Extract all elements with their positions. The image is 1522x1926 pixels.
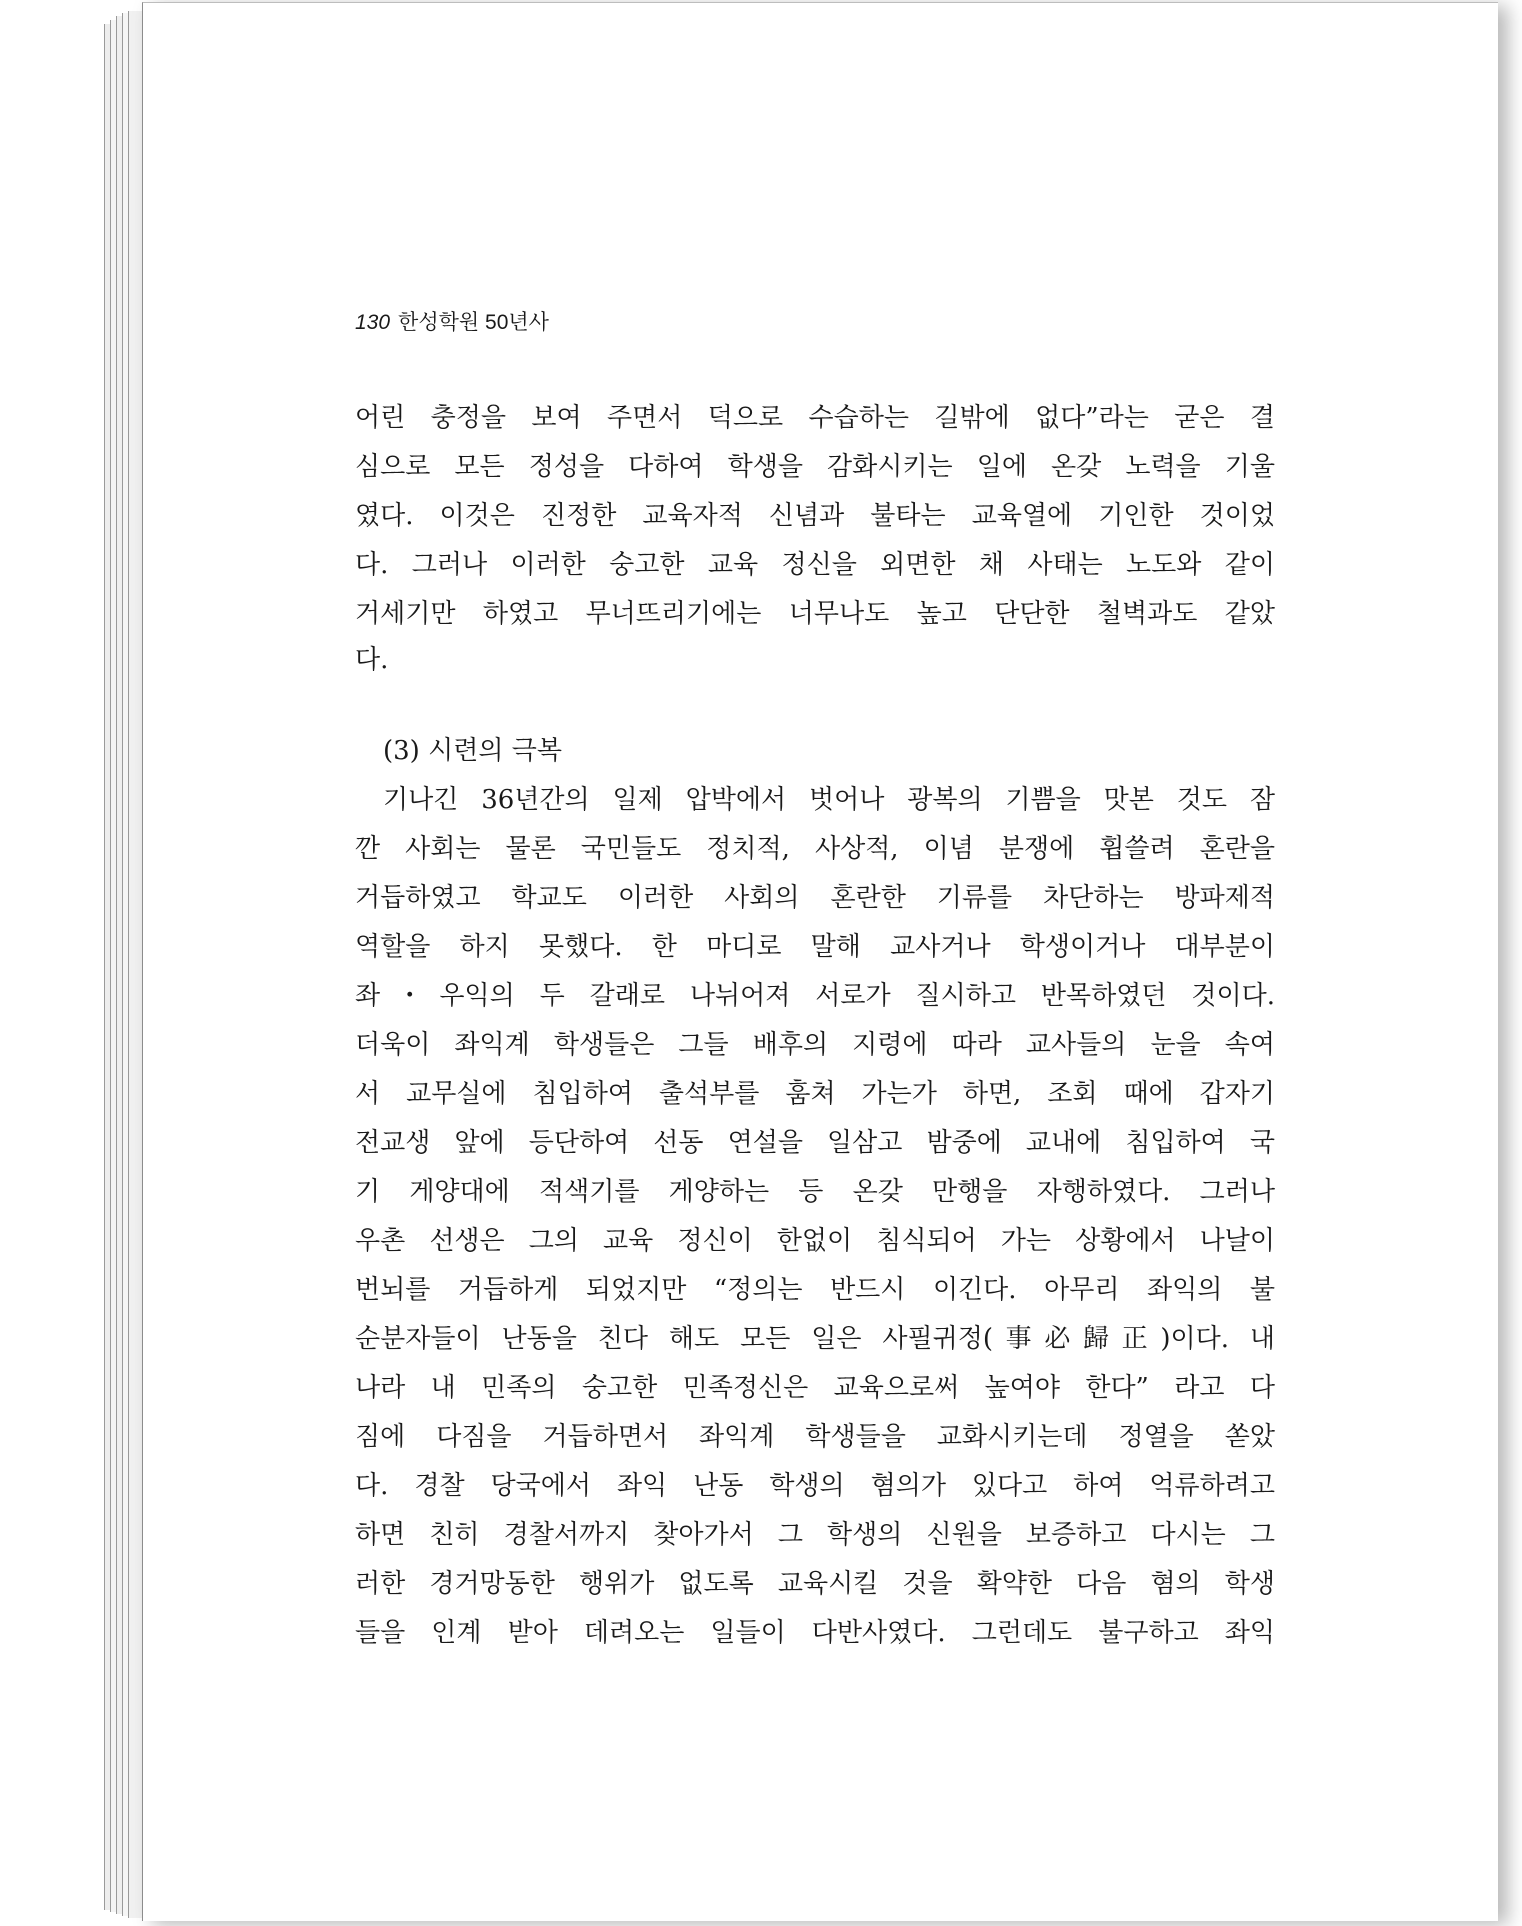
text-line: 역할을 하지 못했다. 한 마디로 말해 교사거나 학생이거나 대부분이 xyxy=(355,932,1275,962)
text-line: 우촌 선생은 그의 교육 정신이 한없이 침식되어 가는 상황에서 나날이 xyxy=(355,1226,1275,1256)
text-line: 더욱이 좌익계 학생들은 그들 배후의 지령에 따라 교사들의 눈을 속여 xyxy=(355,1030,1275,1060)
text-line: 였다. 이것은 진정한 교육자적 신념과 불타는 교육열에 기인한 것이었 xyxy=(355,501,1275,531)
text-line: 거세기만 하였고 무너뜨리기에는 너무나도 높고 단단한 철벽과도 같았 xyxy=(355,599,1275,629)
text-line: 다. 그러나 이러한 숭고한 교육 정신을 외면한 채 사태는 노도와 같이 xyxy=(355,550,1275,580)
text-line: 거듭하였고 학교도 이러한 사회의 혼란한 기류를 차단하는 방파제적 xyxy=(355,883,1275,913)
book-page xyxy=(142,2,1498,1921)
text-line: 기나긴 36년간의 일제 압박에서 벗어나 광복의 기쁨을 맛본 것도 잠 xyxy=(383,785,1275,815)
text-line: 나라 내 민족의 숭고한 민족정신은 교육으로써 높여야 한다” 라고 다 xyxy=(355,1373,1275,1403)
text-line: 하면 친히 경찰서까지 찾아가서 그 학생의 신원을 보증하고 다시는 그 xyxy=(355,1520,1275,1550)
running-header xyxy=(355,306,549,336)
text-line: 다. xyxy=(355,645,389,675)
text-line: 어린 충정을 보여 주면서 덕으로 수습하는 길밖에 없다”라는 굳은 결 xyxy=(355,403,1275,433)
text-line: 다. 경찰 당국에서 좌익 난동 학생의 혐의가 있다고 하여 억류하려고 xyxy=(355,1471,1275,1501)
section-heading: (3) 시련의 극복 xyxy=(383,736,562,766)
text-line: 전교생 앞에 등단하여 선동 연설을 일삼고 밤중에 교내에 침입하여 국 xyxy=(355,1128,1275,1158)
text-line: 짐에 다짐을 거듭하면서 좌익계 학생들을 교화시키는데 정열을 쏟았 xyxy=(355,1422,1275,1452)
text-line: 순분자들이 난동을 친다 해도 모든 일은 사필귀정(事必歸正)이다. 내 xyxy=(355,1324,1275,1354)
text-line: 서 교무실에 침입하여 출석부를 훔쳐 가는가 하면, 조회 때에 갑자기 xyxy=(355,1079,1275,1109)
page-number: 130 xyxy=(355,311,391,334)
book-title: 한성학원 50년사 xyxy=(398,311,549,334)
text-line: 번뇌를 거듭하게 되었지만 “정의는 반드시 이긴다. 아무리 좌익의 불 xyxy=(355,1275,1275,1305)
text-line: 들을 인계 받아 데려오는 일들이 다반사였다. 그런데도 불구하고 좌익 xyxy=(355,1618,1275,1648)
text-line: 심으로 모든 정성을 다하여 학생을 감화시키는 일에 온갖 노력을 기울 xyxy=(355,452,1275,482)
text-line: 기 게양대에 적색기를 게양하는 등 온갖 만행을 자행하였다. 그러나 xyxy=(355,1177,1275,1207)
text-line: 좌・우익의 두 갈래로 나뉘어져 서로가 질시하고 반목하였던 것이다. xyxy=(355,981,1275,1011)
text-line: 러한 경거망동한 행위가 없도록 교육시킬 것을 확약한 다음 혐의 학생 xyxy=(355,1569,1275,1599)
text-line: 깐 사회는 물론 국민들도 정치적, 사상적, 이념 분쟁에 휩쓸려 혼란을 xyxy=(355,834,1275,864)
